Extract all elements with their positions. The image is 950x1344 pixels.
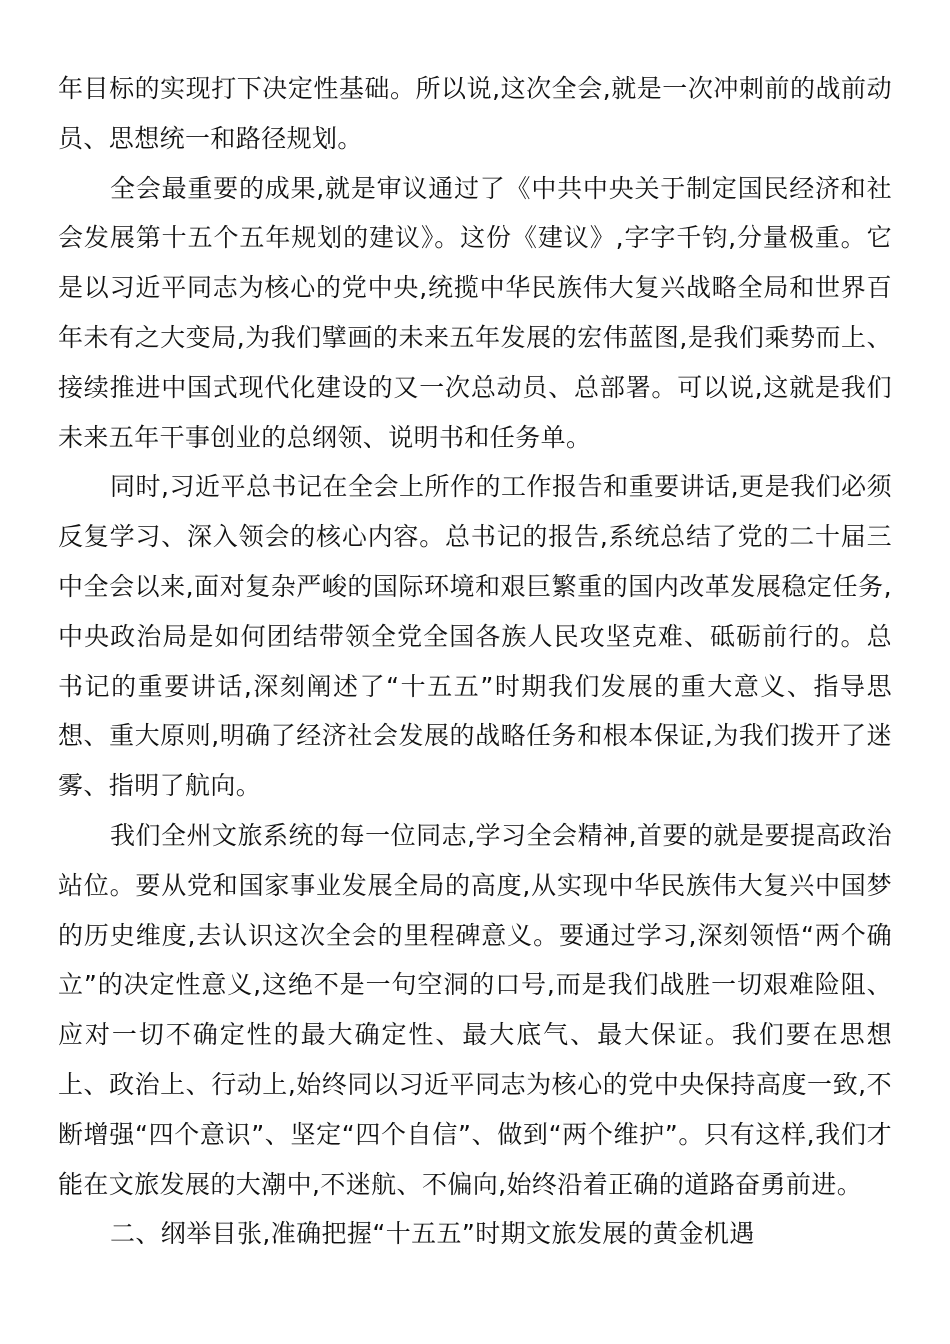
paragraph-work-report: 同时,习近平总书记在全会上所作的工作报告和重要讲话,更是我们必须反复学习、深入领会的核心内容。总书记的报告,系统总结了党的二十届三中全会以来,面对复杂严峻的国际环境和艰巨繁重的国内改革发展稳定任务,中央政治局是如何团结带领全党全国各族人民攻坚克难、砥砺前行的。总书记的重要讲话,深刻阐述了“十五五”时期我们发展的重大意义、指导思想、重大原则,明确了经济社会发展的战略任务和根本保证,为我们拨开了迷雾、指明了航向。 xyxy=(58,472,892,801)
paragraph-political-stance: 我们全州文旅系统的每一位同志,学习全会精神,首要的就是要提高政治站位。要从党和国家事业发展全局的高度,从实现中华民族伟大复兴中国梦的历史维度,去认识这次全会的里程碑意义。要通过学习,深刻领悟“两个确立”的决定性意义,这绝不是一句空洞的口号,而是我们战胜一切艰难险阻、应对一切不确定性的最大确定性、最大底气、最大保证。我们要在思想上、政治上、行动上,始终同以习近平同志为核心的党中央保持高度一致,不断增强“四个意识”、坚定“四个自信”、做到“两个维护”。只有这样,我们才能在文旅发展的大潮中,不迷航、不偏向,始终沿着正确的道路奋勇前进。 xyxy=(58,820,892,1199)
document-page xyxy=(58,64,892,1259)
paragraph-continuation: 年目标的实现打下决定性基础。所以说,这次全会,就是一次冲刺前的战前动员、思想统一和路径规划。 xyxy=(58,74,892,153)
paragraph-plenary-outcome: 全会最重要的成果,就是审议通过了《中共中央关于制定国民经济和社会发展第十五个五年规划的建议》。这份《建议》,字字千钧,分量极重。它是以习近平同志为核心的党中央,统揽中华民族伟大复兴战略全局和世界百年未有之大变局,为我们擘画的未来五年发展的宏伟蓝图,是我们乘势而上、接续推进中国式现代化建设的又一次总动员、总部署。可以说,这就是我们未来五年干事创业的总纲领、说明书和任务单。 xyxy=(58,173,892,452)
section-heading: 二、纲举目张,准确把握“十五五”时期文旅发展的黄金机遇 xyxy=(110,1219,755,1249)
